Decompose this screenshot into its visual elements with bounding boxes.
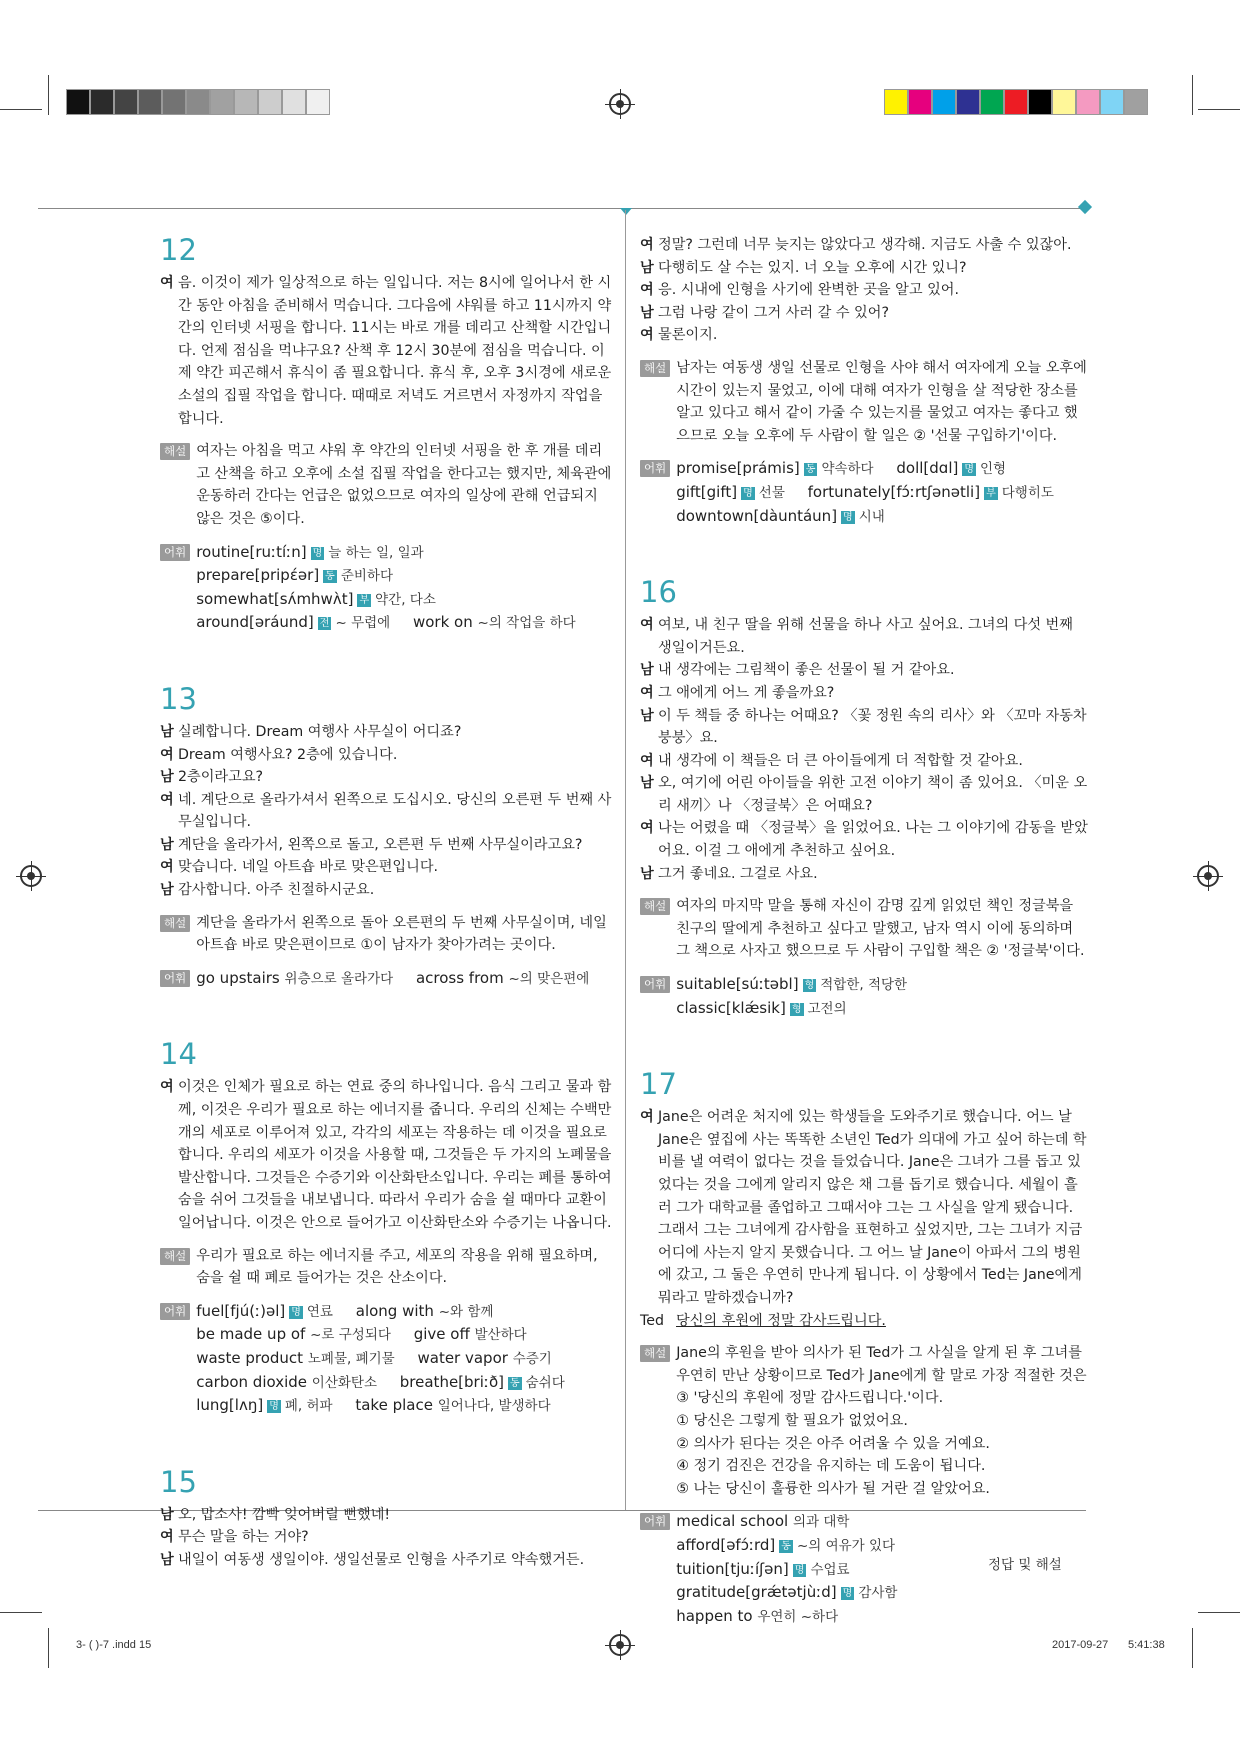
- dialogue-line: 여 응. 시내에 인형을 사기에 완벽한 곳을 알고 있어.: [640, 282, 959, 299]
- option: ② 의사가 된다는 것은 아주 어려울 수 있을 거예요.: [676, 1435, 990, 1452]
- vocab-entry: suitable[súːtəbl] 형 적합한, 적당한: [676, 975, 908, 994]
- dialogue-line: 남 오, 맙소사! 깜빡 잊어버릴 뻔했네!: [160, 1506, 391, 1523]
- vocab-entry: give off 발산하다: [413, 1325, 527, 1344]
- explanation: [160, 440, 612, 530]
- vocab-entry: medical school 의과 대학: [676, 1512, 850, 1531]
- color-bar: [884, 89, 1148, 115]
- dialogue-line: 남 그럼 나랑 같이 그거 사러 갈 수 있어?: [640, 304, 889, 321]
- explanation-text: 우리가 필요로 하는 에너지를 주고, 세포의 작용을 위해 필요하며, 숨을 쉴 때 폐로 들어가는 것은 산소이다.: [196, 1247, 598, 1287]
- slug-time: 5:41:38: [1128, 1639, 1165, 1651]
- explanation: 해설 여자의 마지막 말을 통해 자신이 감명 깊게 읽었던 책인 정글북을 친구의 딸에게 추천하고 싶다고 말했고, 남자 역시 이에 동의하며 그 책으로 사자고 했으므로 두 사람이 구입할 책은 ② '정글북'이다.: [640, 895, 1090, 963]
- question-number: 17: [640, 1067, 677, 1102]
- dialogue-line: 여 나는 어렸을 때 〈정글북〉을 읽었어요. 나는 그 이야기에 감동을 받았어요. 이걸 그 애에게 추천하고 싶어요.: [640, 820, 1088, 860]
- explanation-text: 계단을 올라가서 왼쪽으로 돌아 오른편의 두 번째 사무실이며, 네일 아트숍 바로 맞은편이므로 ①이 남자가 찾아가려는 곳이다.: [196, 914, 607, 954]
- vocabulary: 어휘 suitable[súːtəbl] 형 적합한, 적당한 classic[klǽsik] 형 고전의: [640, 973, 1090, 1020]
- speaker: 여: [160, 275, 174, 291]
- vocab-entry: prepare[pripέər] 동 준비하다: [196, 566, 394, 585]
- vocab-entry: work on ~의 작업을 하다: [412, 613, 576, 632]
- dialogue-line: 여 여보, 내 친구 딸을 위해 선물을 하나 사고 싶어요. 그녀의 다섯 번째 생일이거든요.: [640, 617, 1073, 656]
- registration-mark-bottom: [609, 1634, 631, 1656]
- slug-filename: 3- ( )-7 .indd 15: [76, 1639, 152, 1651]
- dialogue-line: 여 Jane은 어려운 처지에 있는 학생들을 도와주기로 했습니다. 어느 날 Jane은 옆집에 사는 똑똑한 소년인 Ted가 의대에 가고 싶어 하는데 학비를 낼 여력이 없다는 것을 들었습니다. Jane은 그녀가 그를 돕고 있었다는 것을 그에게 알리지 않은 채 그를 돕기로 했습니다. 세월이 흘러 그가 대학교를 졸업하고 그때서야 그는 그 사실을 알게 됐습니다. 그래서 그는 그녀에게 감사함을 표현하고 싶었지만, 그는 그녀가 지금 어디에 사는지 알지 못했습니다. 그 어느 날 Jane이 아파서 그의 병원에 갔고, 그 둘은 우연히 만나게 됩니다. 이 상황에서 Ted는 Jane에게 뭐라고 말하겠습니까?: [640, 1109, 1087, 1306]
- vocab-entry: water vapor 수증기: [417, 1348, 552, 1367]
- vocabulary-list: [196, 541, 612, 635]
- vocab-entry: take place 일어나다, 발생하다: [355, 1396, 551, 1415]
- vocabulary: [160, 541, 612, 635]
- explanation-text: Jane의 후원을 받아 의사가 된 Ted가 그 사실을 알게 된 후 그녀를 우연히 만난 상황이므로 Ted가 Jane에게 할 말로 가장 적절한 것은 ③ '당신의 후원에 정말 감사드립니다.'이다. ① 당신은 그렇게 할 필요가 없었어요. ② 의사가 된다는 것은 아주 어려울 수 있을 거예요. ④ 정기 검진은 건강을 유지하는 데 도움이 됩니다. ⑤ 나는 당신이 훌륭한 의사가 될 거란 걸 알았어요.: [676, 1342, 1090, 1500]
- vocabulary-list: [676, 973, 1090, 1020]
- dialogue-line: 여 무슨 말을 하는 거야?: [160, 1529, 309, 1546]
- question-number: 12: [160, 233, 197, 267]
- question-number: 13: [160, 681, 197, 716]
- vocab-entry: along with ~와 함께: [355, 1301, 494, 1320]
- vocab-entry: be made up of ~로 구성되다: [196, 1325, 391, 1344]
- vocab-entry: classic[klǽsik] 형 고전의: [676, 998, 847, 1017]
- speaker: Ted: [640, 1312, 664, 1329]
- vocab-entry: fortunately[fɔ́ːrtʃənətli] 부 다행히도: [807, 482, 1054, 501]
- vocab-entry: lung[lʌŋ] 명 폐, 허파: [196, 1396, 333, 1415]
- question-13: [160, 681, 612, 991]
- vocab-entry: fuel[fjú(ː)əl] 명 연료: [196, 1301, 333, 1320]
- vocab-entry: routine[ruːtíːn] 명 늘 하는 일, 일과: [196, 542, 424, 561]
- registration-mark-right: [1197, 865, 1219, 887]
- vocab-entry: afford[əfɔ́ːrd] 동 ~의 여유가 있다: [676, 1535, 896, 1554]
- question-15: [160, 1464, 612, 1572]
- vocab-entry: around[əráund] 전 ~ 무렵에: [196, 613, 391, 632]
- explanation-tag: 해설: [160, 443, 190, 460]
- center-triangle-marker: [620, 208, 632, 215]
- option: ④ 정기 검진은 건강을 유지하는 데 도움이 됩니다.: [676, 1458, 986, 1475]
- dialogue-line: 남 이 두 책들 중 하나는 어때요? 〈꽃 정원 속의 리사〉와 〈꼬마 자동차 붕붕〉요.: [640, 707, 1087, 747]
- vocab-entry: downtown[dàuntáun] 명 시내: [676, 506, 885, 525]
- question-number: 14: [160, 1037, 197, 1072]
- dialogue-line: 여 맞습니다. 네일 아트숍 바로 맞은편입니다.: [160, 859, 439, 876]
- dialogue-line: 남 오, 여기에 어린 아이들을 위한 고전 이야기 책이 좀 있어요. 〈미운 오리 새끼〉나 〈정글북〉은 어때요?: [640, 775, 1088, 814]
- question-number: 15: [160, 1464, 197, 1499]
- dialogue-line: 남 내일이 여동생 생일이야. 생일선물로 인형을 사주기로 약속했거든.: [160, 1551, 585, 1568]
- vocab-entry: waste product 노폐물, 폐기물: [196, 1348, 395, 1367]
- question-15-continued: [640, 234, 1090, 528]
- option: ① 당신은 그렇게 할 필요가 없었어요.: [676, 1412, 908, 1429]
- vocab-entry: gratitude[grǽtətjùːd] 명 감사함: [676, 1583, 898, 1602]
- line-text: 음. 이것이 제가 일상적으로 하는 일입니다. 저는 8시에 일어나서 한 시간 동안 아침을 준비해서 먹습니다. 그다음에 샤워를 하고 11시까지 약간의 인터넷 서핑을 합니다. 11시는 바로 개를 데리고 산책할 시간입니다. 언제 점심을 먹냐구요? 산책 후 12시 30분에 점심을 먹습니다. 이제 약간 피곤해서 휴식이 좀 필요합니다. 휴식 후, 오후 3시경에 새로운 소설의 집필 작업을 합니다. 때때로 저녁도 거르면서 자정까지 작업을 합니다.: [178, 275, 612, 427]
- vocabulary-list: [196, 1300, 612, 1418]
- slug-date: 2017-09-27: [1052, 1639, 1109, 1651]
- explanation: 해설 우리가 필요로 하는 에너지를 주고, 세포의 작용을 위해 필요하며, 숨을 쉴 때 폐로 들어가는 것은 산소이다.: [160, 1245, 612, 1290]
- left-column: [160, 232, 612, 1572]
- vocabulary-tag: 어휘: [160, 544, 190, 561]
- question-number: 16: [640, 575, 677, 610]
- vocab-entry: go upstairs 위층으로 올라가다: [196, 968, 394, 987]
- question-17: [640, 1066, 1090, 1628]
- dialogue-line: 여 정말? 그런데 너무 늦지는 않았다고 생각해. 지금도 사출 수 있잖아.: [640, 237, 1072, 253]
- dialogue-line: 남 그거 좋네요. 그걸로 사요.: [640, 865, 818, 882]
- dialogue-line: 여 그 애에게 어느 게 좋을까요?: [640, 684, 835, 701]
- top-rule: [38, 208, 1086, 209]
- vocab-entry: across from ~의 맞은편에: [415, 968, 590, 987]
- column-divider: [625, 210, 626, 1510]
- vocab-entry: doll[dɑl] 명 인형: [896, 459, 1007, 478]
- dialogue-line: 여 이것은 인체가 필요로 하는 연료 중의 하나입니다. 음식 그리고 물과 함께, 이것은 우리가 필요로 하는 에너지를 줍니다. 우리의 신체는 수백만 개의 세포로 이루어져 있고, 각각의 세포는 작용하는 데 이것을 필요로 합니다. 우리의 세포가 이것을 사용할 때, 그것들은 두 가지의 노폐물을 발산합니다. 그것들은 수증기와 이산화탄소입니다. 우리는 폐를 통하여 숨을 쉬어 그것들을 내보냅니다. 따라서 우리가 숨을 쉴 때마다 교환이 일어납니다. 이것은 안으로 들어가고 이산화탄소와 수증기는 나옵니다.: [160, 1079, 612, 1231]
- dialogue-line: 남 다행히도 살 수는 있지. 너 오늘 오후에 시간 있니?: [640, 259, 967, 276]
- dialogue-line: 여 내 생각에 이 책들은 더 큰 아이들에게 더 적합할 것 같아요.: [640, 752, 1023, 769]
- right-column: [640, 234, 1090, 1628]
- dialogue-line: 여 Dream 여행사요? 2층에 있습니다.: [160, 746, 398, 763]
- dialogue-line: 여 네. 계단으로 올라가셔서 왼쪽으로 도십시오. 당신의 오른편 두 번째 사무실입니다.: [160, 791, 612, 831]
- dialogue-line: 남 내 생각에는 그림책이 좋은 선물이 될 거 같아요.: [640, 662, 955, 679]
- registration-mark-top: [609, 93, 631, 115]
- registration-mark-left: [20, 865, 42, 887]
- explanation-text: 여자는 아침을 먹고 샤워 후 약간의 인터넷 서핑을 한 후 개를 데리고 산책을 하고 오후에 소설 집필 작업을 한다고는 했지만, 체육관에 운동하러 간다는 언급은 없었으므로 여자의 일상에 관해 언급되지 않은 것은 ⑤이다.: [196, 443, 612, 527]
- vocabulary: 어휘 promise[prámis] 동 약속하다 doll[dɑl] 명 인형 gift[gift] 명 선물 fortunately[fɔ́ːrtʃənətli] 부 다행히도 downtown[dàuntáun] 명 시내: [640, 457, 1090, 528]
- explanation: 해설 Jane의 후원을 받아 의사가 된 Ted가 그 사실을 알게 된 후 그녀를 우연히 만난 상황이므로 Ted가 Jane에게 할 말로 가장 적절한 것은 ③ '당신의 후원에 정말 감사드립니다.'이다. ① 당신은 그렇게 할 필요가 없었어요. ② 의사가 된다는 것은 아주 어려울 수 있을 거예요. ④ 정기 검진은 건강을 유지하는 데 도움이 됩니다. ⑤ 나는 당신이 훌륭한 의사가 될 거란 걸 알았어요.: [640, 1342, 1090, 1500]
- vocabulary-list: [676, 457, 1090, 528]
- question-16: [640, 574, 1090, 1020]
- vocab-entry: promise[prámis] 동 약속하다: [676, 459, 874, 478]
- explanation-text: 남자는 여동생 생일 선물로 인형을 사야 해서 여자에게 오늘 오후에 시간이 있는지 물었고, 이에 대해 여자가 인형을 살 적당한 장소를 알고 있다고 해서 같이 가줄 수 있는지를 물었고 여자는 좋다고 했으므로 오늘 오후에 두 사람이 할 일은 ② '선물 구입하기'이다.: [676, 359, 1087, 444]
- dialogue-line: 여 물론이지.: [640, 327, 718, 344]
- dialogue-line: 남 실례합니다. Dream 여행사 사무실이 어디죠?: [160, 723, 462, 740]
- explanation: 해설 남자는 여동생 생일 선물로 인형을 사야 해서 여자에게 오늘 오후에 시간이 있는지 물었고, 이에 대해 여자가 인형을 살 적당한 장소를 알고 있다고 해서 같이 가줄 수 있는지를 물었고 여자는 좋다고 했으므로 오늘 오후에 두 사람이 할 일은 ② '선물 구입하기'이다.: [640, 357, 1090, 447]
- answer-text: 당신의 후원에 정말 감사드립니다.: [676, 1312, 886, 1329]
- vocab-entry: breathe[briːð] 동 숨쉬다: [399, 1372, 565, 1391]
- dialogue-line: 남 2층이라고요?: [160, 769, 264, 786]
- answer-line: [640, 1310, 1090, 1333]
- option: ⑤ 나는 당신이 훌륭한 의사가 될 거란 걸 알았어요.: [676, 1480, 990, 1497]
- vocabulary: 어휘 medical school 의과 대학 afford[əfɔ́ːrd] 동 ~의 여유가 있다 tuition[tjuːíʃən] 명 수업료 gratitude[grǽtətjùːd] 명 감사함 happen to 우연히 ~하다: [640, 1510, 1090, 1628]
- vocab-entry: carbon dioxide 이산화탄소: [196, 1372, 377, 1391]
- vocabulary: 어휘 fuel[fjú(ː)əl] 명 연료 along with ~와 함께 be made up of ~로 구성되다 give off 발산하다 waste product 노폐물, 폐기물 water vapor 수증기 carbon dioxide 이산화탄소 breathe[briːð] 동 숨쉬다 lung[lʌŋ] 명 폐, 허파 take place 일어나다, 발생하다: [160, 1300, 612, 1418]
- vocabulary: 어휘 go upstairs 위층으로 올라가다 across from ~의 맞은편에: [160, 967, 612, 991]
- explanation: 해설 계단을 올라가서 왼쪽으로 돌아 오른편의 두 번째 사무실이며, 네일 아트숍 바로 맞은편이므로 ①이 남자가 찾아가려는 곳이다.: [160, 912, 612, 957]
- dialogue-line: [160, 272, 612, 430]
- dialogue-line: 남 계단을 올라가서, 왼쪽으로 돌고, 오른편 두 번째 사무실이라고요?: [160, 836, 583, 853]
- vocab-entry: happen to 우연히 ~하다: [676, 1606, 839, 1625]
- vocab-entry: tuition[tjuːíʃən] 명 수업료: [676, 1559, 850, 1578]
- dialogue-line: 남 감사합니다. 아주 친절하시군요.: [160, 882, 375, 899]
- vocab-entry: gift[gift] 명 선물: [676, 482, 785, 501]
- grayscale-bar: [66, 89, 330, 115]
- diamond-marker: [1078, 200, 1092, 214]
- page-footer-label: 정답 및 해설: [988, 1557, 1062, 1573]
- vocab-entry: somewhat[sʌ́mhwʌ̀t] 부 약간, 다소: [196, 589, 436, 608]
- question-12: [160, 232, 612, 635]
- vocabulary-list: [196, 967, 612, 991]
- question-14: [160, 1036, 612, 1417]
- explanation-text: 여자의 마지막 말을 통해 자신이 감명 깊게 읽었던 책인 정글북을 친구의 딸에게 추천하고 싶다고 말했고, 남자 역시 이에 동의하며 그 책으로 사자고 했으므로 두 사람이 구입할 책은 ② '정글북'이다.: [676, 898, 1085, 960]
